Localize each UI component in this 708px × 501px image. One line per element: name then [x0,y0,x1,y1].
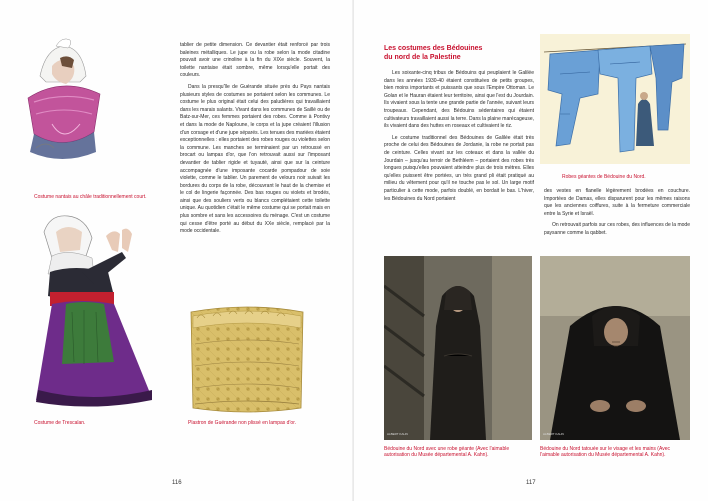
caption-robes-geantes: Robes géantes de Bédouine du Nord. [562,174,646,180]
right-body-column-1 [384,70,534,207]
section-heading [384,44,544,62]
heading-line-2: du nord de la Palestine [384,54,461,61]
caption-photo-2: Bédouine du Nord tatouée sur le visage et les mains (Avec l'aimable autorisation du Musée départemental A. Kahn). [540,446,670,459]
page-number-left: 116 [172,480,182,486]
page-number-right: 117 [526,480,536,486]
photo-bedouine-robe-geante [384,256,532,440]
right-col1-paragraph-2: Le costume traditionnel des Bédouines de Galilée était très proche de celui des Bédouines de Jordanie, la robe ne portait pas de ceinture. Celles vivant sur les coteaux et dans la vallée du Jourdain – jusqu'au terroir de Bethléem – portaient des robes très longues puisqu'elles pouvaient atteindre plus de trois mètres. Elles qu'elles puissent être portées, un très grand pli était pratiqué au milieu du vêtement pour qu'il ne touche pas le sol. Un large motif particulier à cette mode, parfois doublé, en bordait le bas. L'hiver, les Bédouines du Nord portaient [384,134,534,202]
photo1-credit: ALBERT KAHN [387,432,408,437]
right-col2-paragraph-2: On retrouvait parfois sur ces robes, des influences de la mode paysanne comme la qabbet. [544,222,690,236]
right-col1-paragraph-1: Les soixante-cinq tribus de Bédouins qui peuplaient le Galilée dans les années 1930-40 étaient constituées de petits groupes, bien moins importants et puissants que sous l'Empire Ottoman. Le Golan et le Hauran étaient leur territoire, ainsi que l'est du Jourdain. Ils vivaient sous la tente une grande partie de l'année, suivant leurs troupeaux. Cependant, des Bédouins sédentaires qui étaient cultivateurs travaillaient aussi la terre. Dans la plaine marécageuse, ils vivaient dans des huttes en roseaux et cultivaient le riz. [384,70,534,130]
caption-plastron: Plastron de Guérande non plissé en lampas d'or. [188,420,296,426]
right-body-column-2 [544,188,690,242]
costume-nantais-illustration [22,36,104,168]
right-page [354,0,708,501]
left-body-text [180,42,330,240]
photo2-credit: ALBERT KAHN [543,432,564,437]
caption-costume-nantais: Costume nantais au châle traditionnellement court. [34,194,147,200]
caption-costume-trescalan: Costume de Trescalan. [34,420,86,426]
left-paragraph-1: tablier de petite dimension. Ce devantier était renforcé par trois baleines métalliques. Le jupe ou la robe selon la mode citadine pouvait avoir une crinoline à la fin du XIXe siècle. Souvent, la toilette nantaise était sombre, même lorsqu'elle portait des couleurs. [180,42,330,79]
heading-line-1: Les costumes des Bédouines [384,45,483,52]
costume-trescalan-illustration [22,212,172,412]
right-col2-paragraph-1: des vestes en flanelle légèrement brodées en couchure. Importées de Damas, elles disparurent pour les mêmes raisons que les anciennes coiffures, suite à la fermeture commerciale entre la Syrie et Israël. [544,188,690,217]
caption-photo-1: Bédouine du Nord avec une robe géante (Avec l'aimable autorisation du Musée départemental A. Kahn). [384,446,510,459]
plastron-guerande-illustration [183,304,311,416]
robes-geantes-illustration [540,34,690,164]
photo-bedouine-tatouee [540,256,690,440]
left-paragraph-2: Dans la presqu'île de Guérande située près du Pays nantais plusieurs styles de costumes se portaient selon les communes. Le costume le plus original était celui des paludières qui travaillaient dans les marais salants. Vivant dans les communes de Saillé ou de Batz-sur-Mer, ces femmes portaient des robes. Comme à Pontivy et dans la mode de Naploune, le corps et la jupe créaient l'illusion d'un corsage et d'une jupe séparés. Les tenues des mariées étaient exceptionnelles : elles portaient des robes rouges ou violettes selon la commune. Les manches se terminaient par un retroussé en brocart ou lampas d'or, que l'on retrouvait aussi sur l'imposant devantier de tablier rigide et tuyauté, ainsi que sur la ceinture accompagnée d'une imposante cocarde pompadour de soie violette, comme le tablier. Un parement de velours noir suivait les bordures du corps de la robe, découvrant le haut de la chemise et le col de lingerie façonnée. Des bas rouges ou violets et brodés, ainsi que des souliers verts ou blancs complétaient cette toilette unique. Au quotidien c'était le même costume qui se portait mais en plus sombre et sans les accessoires du ménage. C'est un costume qui cesse d'être porté au début du XXe siècle, remplacé par la mode occidentale. [180,83,330,235]
